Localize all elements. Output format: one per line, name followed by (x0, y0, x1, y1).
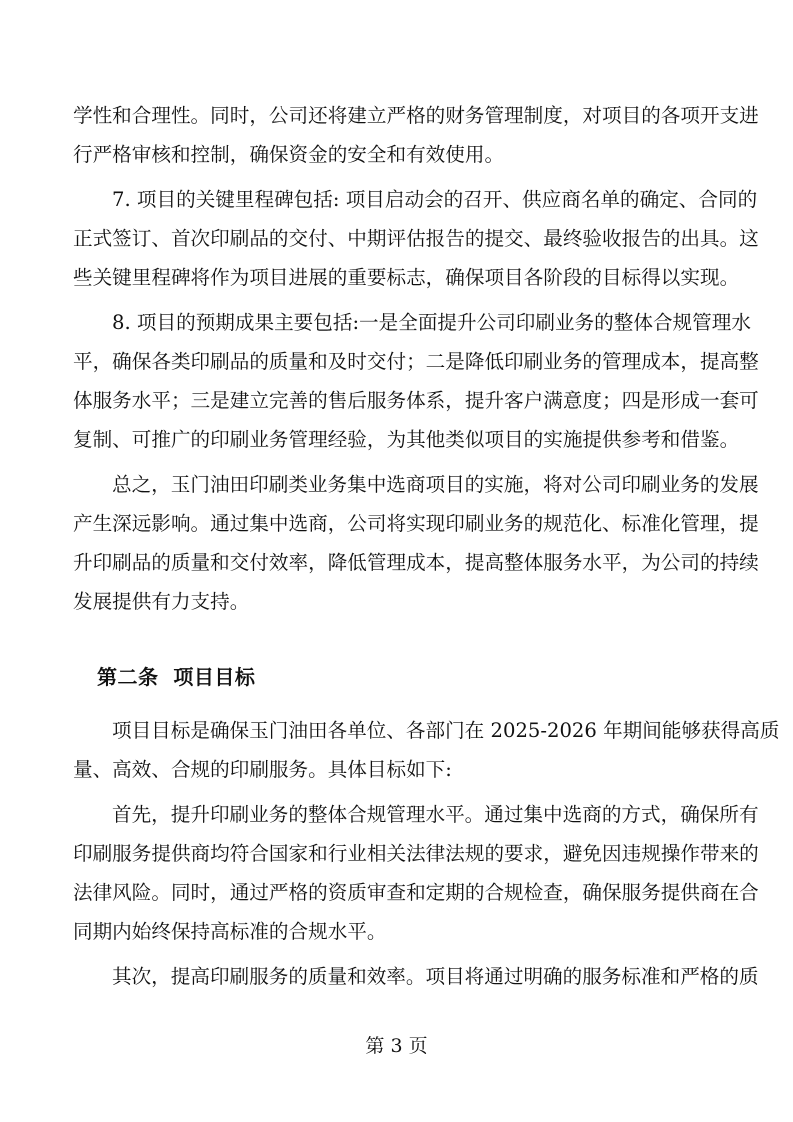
paragraph-line: 首先，提升印刷业务的整体合规管理水平。通过集中选商的方式，确保所有 (112, 803, 759, 826)
paragraph-line: 产生深远影响。通过集中选商，公司将实现印刷业务的规范化、标准化管理，提 (73, 512, 759, 535)
paragraph-line: 复制、可推广的印刷业务管理经验，为其他类似项目的实施提供参考和借鉴。 (73, 428, 740, 451)
paragraph-line: 8. 项目的预期成果主要包括:一是全面提升公司印刷业务的整体合规管理水 (112, 311, 751, 334)
paragraph-line: 同期内始终保持高标准的合规水平。 (73, 920, 387, 943)
paragraph-line: 平，确保各类印刷品的质量和及时交付；二是降低印刷业务的管理成本，提高整 (73, 350, 759, 373)
paragraph-line: 项目目标是确保玉门油田各单位、各部门在 2025-2026 年期间能够获得高质 (112, 719, 780, 742)
paragraph-line: 升印刷品的质量和交付效率，降低管理成本，提高整体服务水平，为公司的持续 (73, 551, 759, 574)
paragraph-line: 总之，玉门油田印刷类业务集中选商项目的实施，将对公司印刷业务的发展 (112, 473, 759, 496)
paragraph-line: 行严格审核和控制，确保资金的安全和有效使用。 (73, 143, 505, 166)
paragraph-line: 些关键里程碑将作为项目进展的重要标志，确保项目各阶段的目标得以实现。 (73, 266, 740, 289)
paragraph-line: 量、高效、合规的印刷服务。具体目标如下: (73, 758, 452, 781)
section-heading: 第二条 项目目标 (97, 665, 256, 689)
paragraph-line: 7. 项目的关键里程碑包括: 项目启动会的召开、供应商名单的确定、合同的 (112, 188, 758, 211)
paragraph-line: 其次，提高印刷服务的质量和效率。项目将通过明确的服务标准和严格的质 (112, 965, 759, 988)
paragraph-line: 体服务水平；三是建立完善的售后服务体系，提升客户满意度；四是形成一套可 (73, 389, 759, 412)
paragraph-line: 正式签订、首次印刷品的交付、中期评估报告的提交、最终验收报告的出具。这 (73, 227, 759, 250)
paragraph-line: 学性和合理性。同时，公司还将建立严格的财务管理制度，对项目的各项开支进 (73, 104, 759, 127)
paragraph-line: 印刷服务提供商均符合国家和行业相关法律法规的要求，避免因违规操作带来的 (73, 842, 759, 865)
paragraph-line: 法律风险。同时，通过严格的资质审查和定期的合规检查，确保服务提供商在合 (73, 881, 759, 904)
paragraph-line: 发展提供有力支持。 (73, 590, 250, 613)
page-number: 第 3 页 (365, 1035, 428, 1057)
